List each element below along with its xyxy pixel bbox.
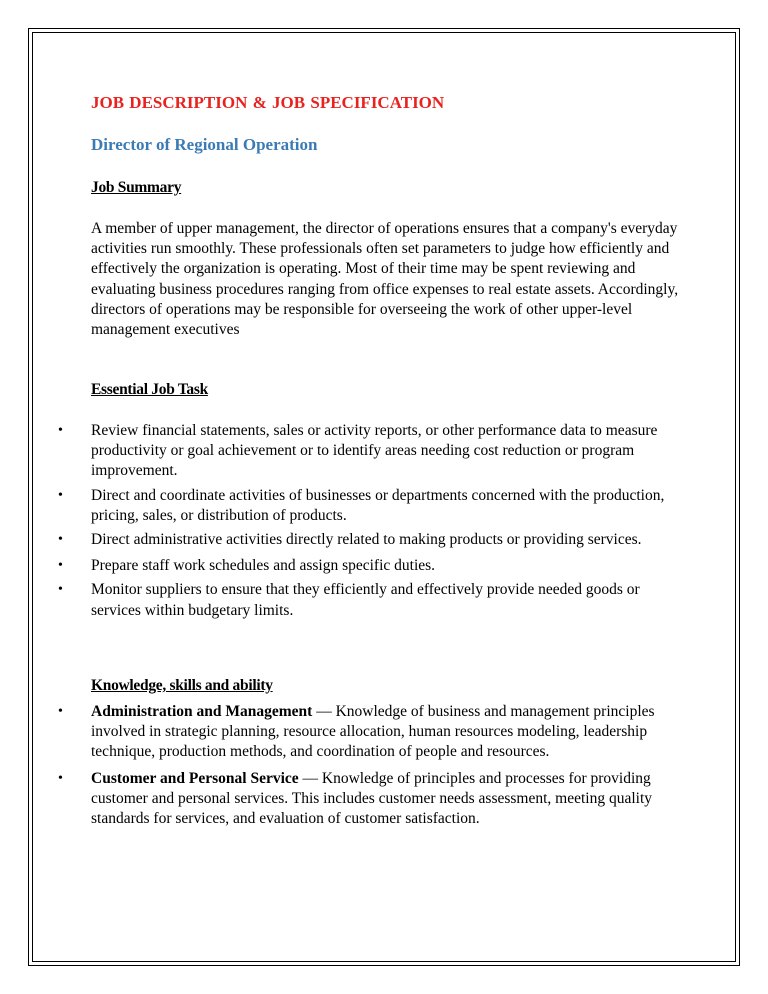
list-item xyxy=(0,580,691,620)
ksa-text: — Knowledge of business and management principles involved in strategic planning, resource allocation, human resources modeling, leadership technique, production methods, and coordination of people and resources. xyxy=(91,703,655,761)
task-text: Direct and coordinate activities of businesses or departments concerned with the production, pricing, sales, or distribution of products. xyxy=(91,486,665,524)
essential-tasks-heading: Essential Job Task xyxy=(91,381,208,398)
job-summary-text: A member of upper management, the director of operations ensures that a company's everyday activities run smoothly. These professionals often set parameters to judge how efficiently and effectively the organization is operating. Most of their time may be spent reviewing and evaluating business procedures ranging from office expenses to real estate assets. Accordingly, directors of operations may be responsible for overseeing the work of other upper-level management executives xyxy=(91,220,679,339)
bullet-icon: • xyxy=(58,704,63,719)
task-text: Monitor suppliers to ensure that they efficiently and effectively provide needed goods or services within budgetary limits. xyxy=(91,581,640,619)
list-item xyxy=(0,769,691,830)
job-summary-heading: Job Summary xyxy=(91,179,182,196)
list-item xyxy=(0,421,691,482)
document-title: JOB DESCRIPTION & JOB SPECIFICATION xyxy=(91,93,445,112)
task-text: Review financial statements, sales or activity reports, or other performance data to measure productivity or goal achievement or to identify areas needing cost reduction or program improvement. xyxy=(91,422,658,480)
task-text: Direct administrative activities directly related to making products or providing services. xyxy=(91,531,642,549)
list-item xyxy=(0,702,691,763)
bullet-icon: • xyxy=(58,558,63,574)
job-title: Director of Regional Operation xyxy=(91,135,318,154)
ksa-heading: Knowledge, skills and ability xyxy=(91,677,273,694)
bullet-icon: • xyxy=(58,770,63,786)
bullet-icon: • xyxy=(58,532,63,548)
list-item xyxy=(0,530,691,550)
list-item xyxy=(0,556,691,576)
list-item xyxy=(0,486,691,526)
ksa-lead: Customer and Personal Service xyxy=(91,769,299,787)
bullet-icon: • xyxy=(58,423,63,438)
essential-tasks-list xyxy=(0,421,768,621)
bullet-icon: • xyxy=(58,487,63,503)
ksa-list xyxy=(0,702,768,829)
bullet-icon: • xyxy=(58,582,63,598)
ksa-lead: Administration and Management xyxy=(91,703,313,720)
task-text: Prepare staff work schedules and assign specific duties. xyxy=(91,557,436,575)
ksa-text: — Knowledge of principles and processes for providing customer and personal services. This includes customer needs assessment, meeting quality standards for services, and evaluation of customer satisfaction. xyxy=(91,769,653,828)
